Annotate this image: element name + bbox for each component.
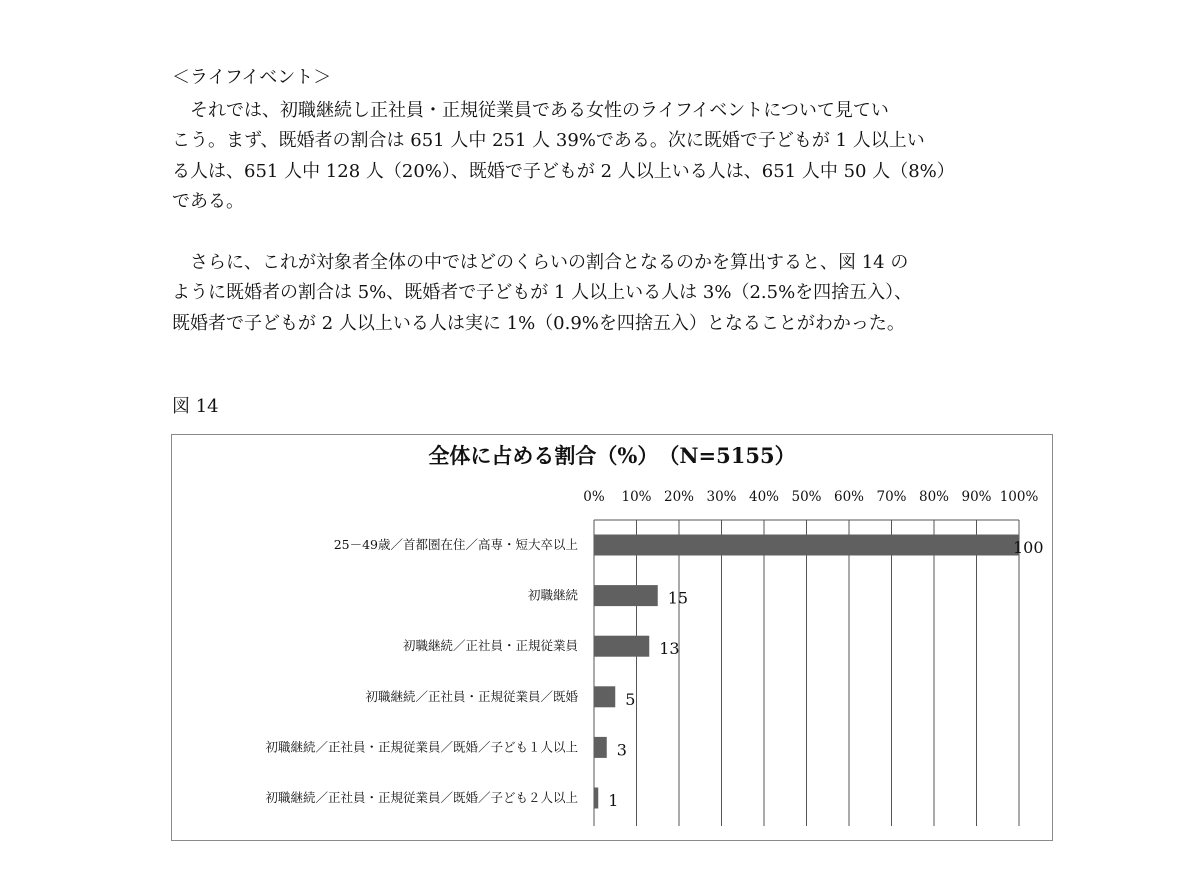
x-tick-label: 0%	[583, 489, 605, 505]
data-label: 1	[608, 791, 619, 810]
x-tick-label: 100%	[999, 489, 1039, 505]
x-tick-label: 20%	[663, 489, 695, 505]
category-label: 初職継続	[527, 587, 578, 603]
bar-chart	[172, 435, 1052, 840]
x-tick-label: 40%	[748, 489, 780, 505]
chart-title: 全体に占める割合（%） （N=5155）	[428, 443, 796, 468]
data-label: 13	[659, 639, 680, 659]
data-label: 15	[667, 588, 689, 608]
bar	[594, 636, 649, 657]
data-label: 100	[1013, 538, 1044, 557]
paragraph-1-line: それでは、初職継続し正社員・正規従業員である女性のライフイベントについて見てい	[172, 100, 889, 121]
body-paragraph-1	[172, 96, 955, 217]
x-tick-label: 10%	[621, 489, 652, 505]
bar	[594, 737, 607, 758]
bar	[594, 585, 658, 606]
x-tick-label: 30%	[706, 489, 737, 505]
paragraph-1-line: である。	[172, 190, 244, 212]
x-tick-label: 50%	[791, 489, 822, 505]
data-label: 5	[625, 689, 636, 709]
bar	[594, 535, 1019, 556]
category-label: 25－49歳／首都圏在住／高専・短大卒以上	[333, 537, 578, 552]
category-label: 初職継続／正社員・正規従業員	[402, 638, 578, 654]
bar	[594, 686, 615, 707]
chart-frame	[171, 434, 1053, 841]
category-label: 初職継続／正社員・正規従業員／既婚／子ども２人以上	[265, 790, 578, 805]
category-label: 初職継続／正社員・正規従業員／既婚／子ども１人以上	[265, 739, 578, 755]
x-tick-label: 90%	[961, 489, 992, 505]
paragraph-2-line: さらに、これが対象者全体の中ではどのくらいの割合となるのかを算出すると、図 14 の	[172, 252, 909, 273]
data-label: 3	[616, 740, 627, 760]
paragraph-2-line: 既婚者で子どもが 2 人以上いる人は実に 1%（0.9%を四捨五入）となることがわかった。	[172, 312, 905, 334]
paragraph-1-line: こう。まず、既婚者の割合は 651 人中 251 人 39%である。次に既婚で子どもが 1 人以上い	[172, 130, 925, 152]
section-heading: ＜ライフイベント＞	[172, 67, 332, 88]
paragraph-1-line: る人は、651 人中 128 人（20%）、既婚で子どもが 2 人以上いる人は、651 人中 50 人（8%）	[172, 160, 955, 182]
paragraph-2-line: ように既婚者の割合は 5%、既婚者で子どもが 1 人以上いる人は 3%（2.5%を四捨五入）、	[172, 282, 913, 304]
x-tick-label: 60%	[833, 489, 865, 505]
x-tick-label: 80%	[918, 489, 950, 505]
x-tick-label: 70%	[876, 489, 907, 505]
figure-label: 図 14	[172, 396, 219, 417]
category-label: 初職継続／正社員・正規従業員／既婚	[365, 688, 578, 704]
bar	[594, 788, 598, 809]
body-paragraph-2	[172, 248, 912, 339]
